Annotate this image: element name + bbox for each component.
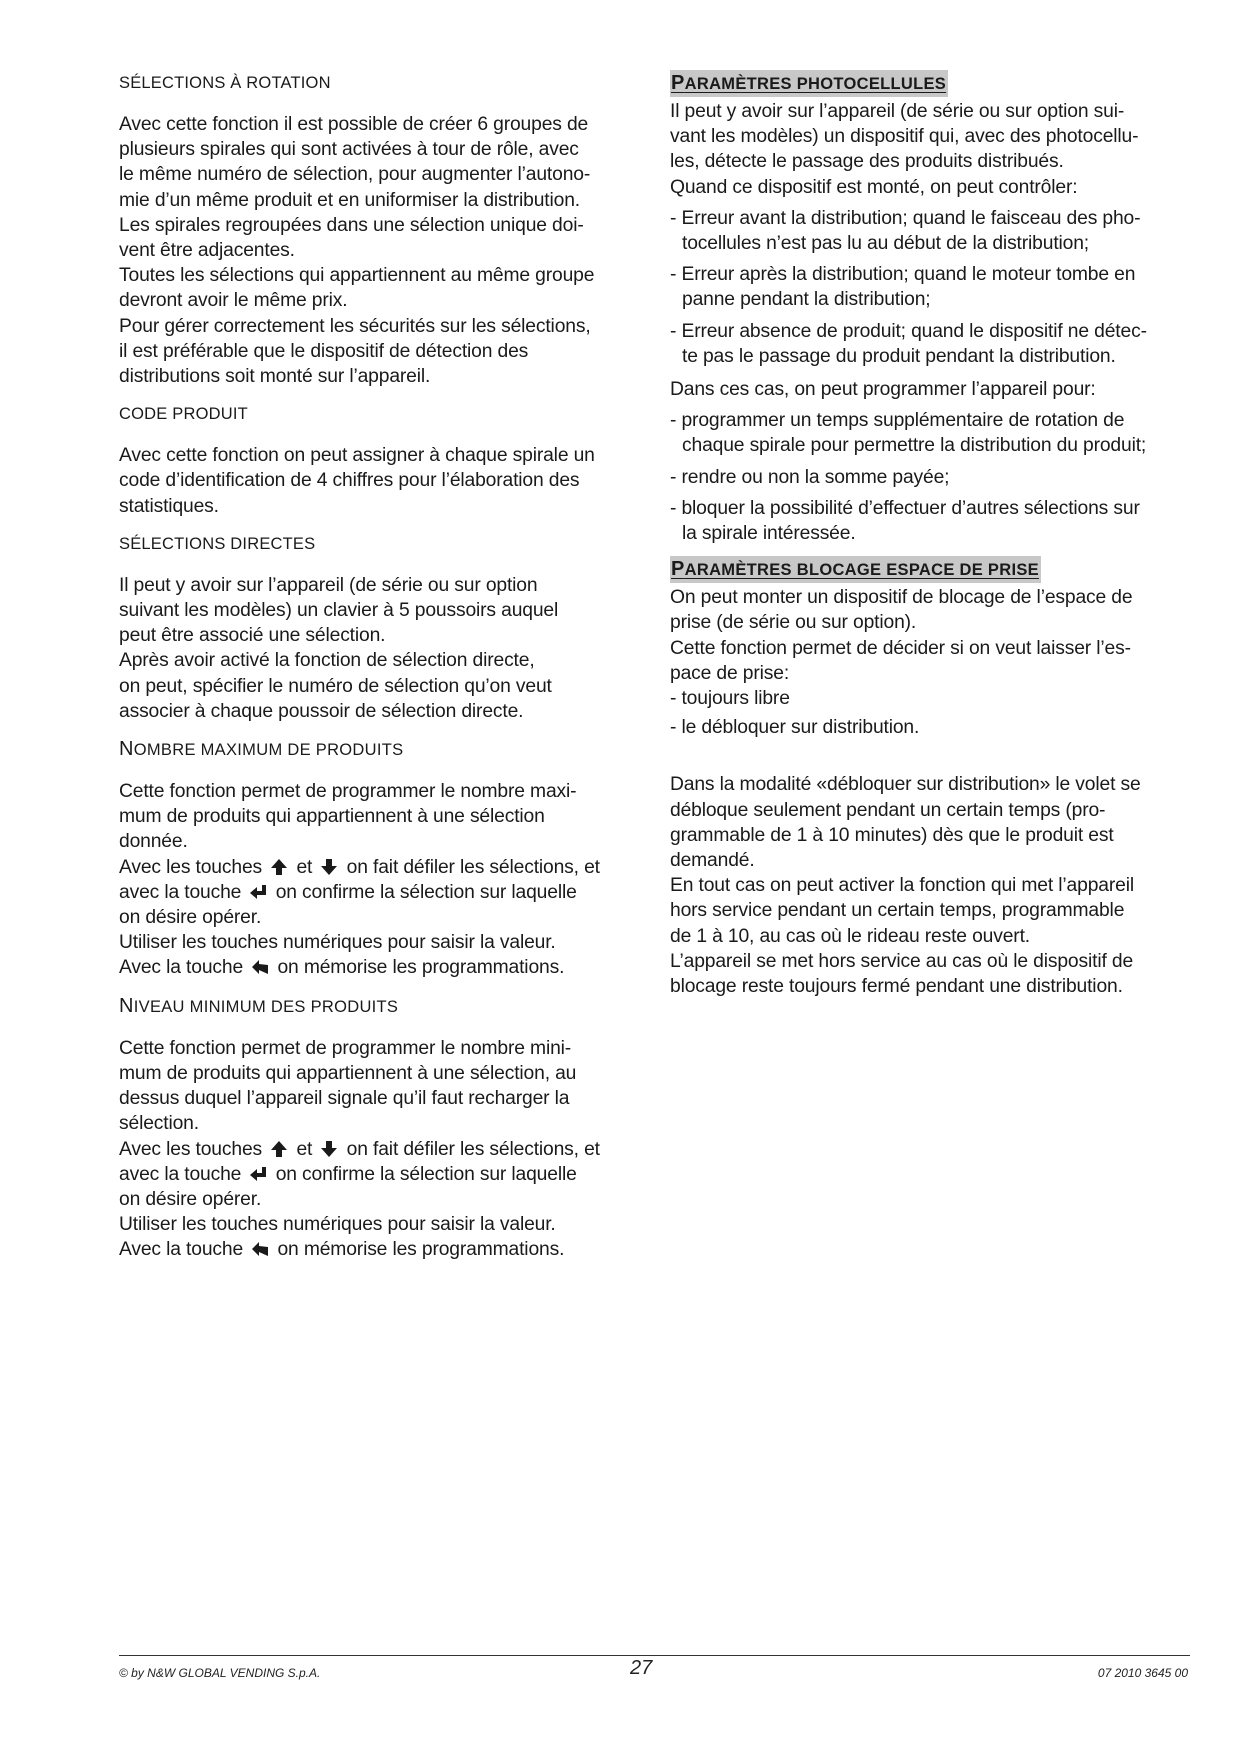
pickup-options-list <box>670 686 1200 740</box>
section-direct-selections <box>119 531 642 724</box>
arrow-up-icon <box>269 857 289 877</box>
back-arrow-icon <box>250 1239 270 1259</box>
section-title: CODE PRODUIT <box>119 405 248 424</box>
list-item: - bloquer la possibilité d’effectuer d’autres sélections sur la spirale intéressée. <box>670 497 1140 545</box>
paragraph: Dans ces cas, on peut programmer l’appareil pour: <box>670 379 1096 401</box>
section-title: PARAMÈTRES PHOTOCELLULES <box>670 70 948 97</box>
section-title: SÉLECTIONS DIRECTES <box>119 534 316 553</box>
arrow-down-icon <box>319 857 339 877</box>
section-max-products <box>119 736 642 981</box>
section-title: SÉLECTIONS À ROTATION <box>119 74 331 92</box>
right-column <box>670 70 1200 999</box>
page-number: 27 <box>630 1657 653 1679</box>
error-check-list <box>670 206 1200 369</box>
document-code: 07 2010 3645 00 <box>1097 1666 1188 1680</box>
paragraph: Avec cette fonction il est possible de créer 6 groupes de plusieurs spirales qui sont activées à tour de rôle, avec le même numéro de sélection, pour augmenter l’autono- mie d’un même produit et en uniformiser la distribution. Les spirales regroupées dans une sélection unique doi- vent être adjacentes. Toutes les sélections qui appartiennent au même groupe devront avoir le même prix. Pour gérer correctement les sécurités sur les sélections, il est préférable que le dispositif de détection des distributions soit monté sur l’appareil. <box>119 114 595 388</box>
section-photocell-parameters <box>670 70 1200 546</box>
footer-copyright: © by N&W GLOBAL VENDING S.p.A. <box>119 1666 321 1680</box>
enter-key-icon <box>248 1164 268 1184</box>
programming-options-list <box>670 408 1200 546</box>
list-item: - le débloquer sur distribution. <box>670 717 920 739</box>
paragraph: Cette fonction permet de programmer le nombre maxi- mum de produits qui appartiennent à une sélection donnée. Avec les touches et on fait défiler les sélections, et avec la touche on confirme la sélection sur laquelle on désire opérer. Utiliser les touches numériques pour saisir la valeur. Avec la touche on mémorise les programmations. <box>119 781 600 979</box>
list-item: - toujours libre <box>670 688 790 710</box>
section-product-code <box>119 401 642 519</box>
section-rotation-selections <box>119 70 642 389</box>
footer-divider <box>119 1655 1190 1656</box>
paragraph: On peut monter un dispositif de blocage de l’espace de prise (de série ou sur option). Cette fonction permet de décider si on veut laisser l’es- pace de prise: <box>670 587 1133 684</box>
section-title: NOMBRE MAXIMUM DE PRODUITS <box>119 738 404 761</box>
paragraph: Il peut y avoir sur l’appareil (de série ou sur option sui- vant les modèles) un dispositif qui, avec des photocellu- les, détecte le passage des produits distribués. Quand ce dispositif est monté, on peut contrôler: <box>670 101 1139 198</box>
section-min-level <box>119 993 642 1263</box>
paragraph: Il peut y avoir sur l’appareil (de série ou sur option suivant les modèles) un clavier à 5 poussoirs auquel peut être associé une sélection. Après avoir activé la fonction de sélection directe, on peut, spécifier le numéro de sélection qu’on veut associer à chaque poussoir de sélection directe. <box>119 574 559 722</box>
list-item: - Erreur avant la distribution; quand le faisceau des pho- tocellules n’est pas lu au début de la distribution; <box>670 207 1141 255</box>
list-item: - rendre ou non la somme payée; <box>670 466 950 488</box>
arrow-up-icon <box>269 1139 289 1159</box>
paragraph: Cette fonction permet de programmer le nombre mini- mum de produits qui appartiennent à une sélection, au dessus duquel l’appareil signale qu’il faut recharger la sélection. Avec les touches et on fait défiler les sélections, et avec la touche on confirme la sélection sur laquelle on désire opérer. Utiliser les touches numériques pour saisir la valeur. Avec la touche on mémorise les programmations. <box>119 1037 600 1261</box>
list-item: - Erreur après la distribution; quand le moteur tombe en panne pendant la distribution; <box>670 264 1136 311</box>
list-item: - programmer un temps supplémentaire de rotation de chaque spirale pour permettre la distribution du produit; <box>670 410 1147 457</box>
section-title: NIVEAU MINIMUM DES PRODUITS <box>119 994 399 1017</box>
paragraph: Avec cette fonction on peut assigner à chaque spirale un code d’identification de 4 chiffres pour l’élaboration des statistiques. <box>119 445 595 517</box>
list-item: - Erreur absence de produit; quand le dispositif ne détec- te pas le passage du produit pendant la distribution. <box>670 320 1147 367</box>
section-pickup-lock-parameters <box>670 556 1200 999</box>
paragraph: Dans la modalité «débloquer sur distribution» le volet se débloque seulement pendant un certain temps (pro- grammable de 1 à 10 minutes) dès que le produit est demandé. En tout cas on peut activer la fonction qui met l’appareil hors service pendant un certain temps, programmable de 1 à 10, au cas où le rideau reste ouvert. L’appareil se met hors service au cas où le dispositif de blocage reste toujours fermé pendant une distribution. <box>670 774 1141 998</box>
left-column <box>119 70 642 1263</box>
section-title: PARAMÈTRES BLOCAGE ESPACE DE PRISE <box>670 556 1041 583</box>
enter-key-icon <box>248 882 268 902</box>
arrow-down-icon <box>319 1139 339 1159</box>
back-arrow-icon <box>250 957 270 977</box>
